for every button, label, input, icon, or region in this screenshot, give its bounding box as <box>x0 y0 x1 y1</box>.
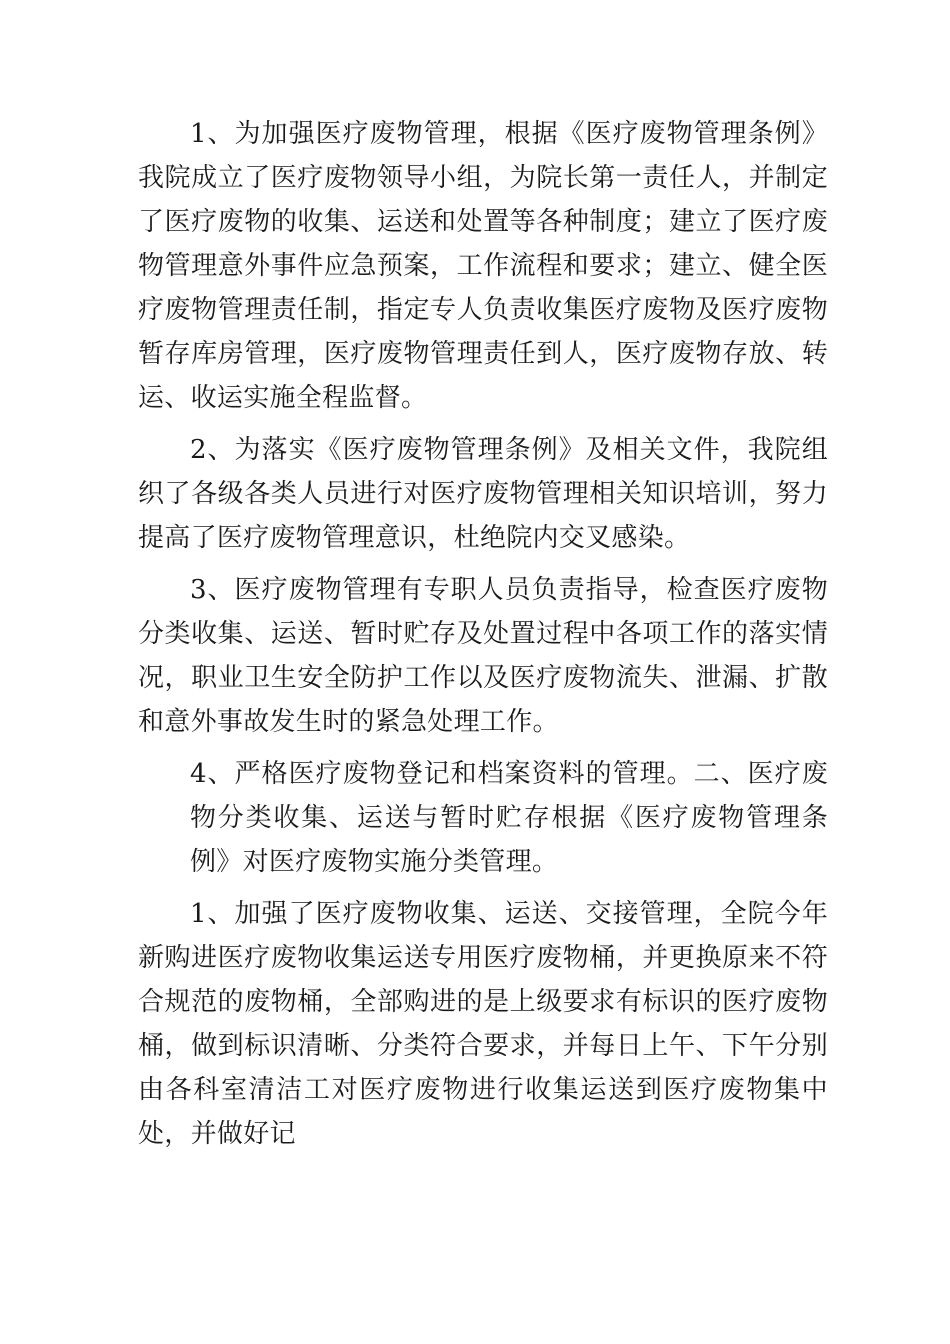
paragraph-5: 1、加强了医疗废物收集、运送、交接管理，全院今年新购进医疗废物收集运送专用医疗废物桶，并更换原来不符合规范的废物桶，全部购进的是上级要求有标识的医疗废物桶，做到标识清晰、分类符合要求，并每日上午、下午分别由各科室清洁工对医疗废物进行收集运送到医疗废物集中处，并做好记 <box>138 899 828 1149</box>
document-body <box>138 112 828 1156</box>
paragraph-1: 1、为加强医疗废物管理，根据《医疗废物管理条例》我院成立了医疗废物领导小组，为院长第一责任人，并制定了医疗废物的收集、运送和处置等各种制度；建立了医疗废物管理意外事件应急预案，工作流程和要求；建立、健全医疗废物管理责任制，指定专人负责收集医疗废物及医疗废物暂存库房管理，医疗废物管理责任到人，医疗废物存放、转运、收运实施全程监督。 <box>138 119 828 413</box>
paragraph-4: 4、严格医疗废物登记和档案资料的管理。二、医疗废物分类收集、运送与暂时贮存根据《医疗废物管理条例》对医疗废物实施分类管理。 <box>190 759 828 877</box>
paragraph-2: 2、为落实《医疗废物管理条例》及相关文件，我院组织了各级各类人员进行对医疗废物管理相关知识培训，努力提高了医疗废物管理意识，杜绝院内交叉感染。 <box>138 435 828 553</box>
paragraph-3: 3、医疗废物管理有专职人员负责指导，检查医疗废物分类收集、运送、暂时贮存及处置过程中各项工作的落实情况，职业卫生安全防护工作以及医疗废物流失、泄漏、扩散和意外事故发生时的紧急处理工作。 <box>138 575 828 737</box>
